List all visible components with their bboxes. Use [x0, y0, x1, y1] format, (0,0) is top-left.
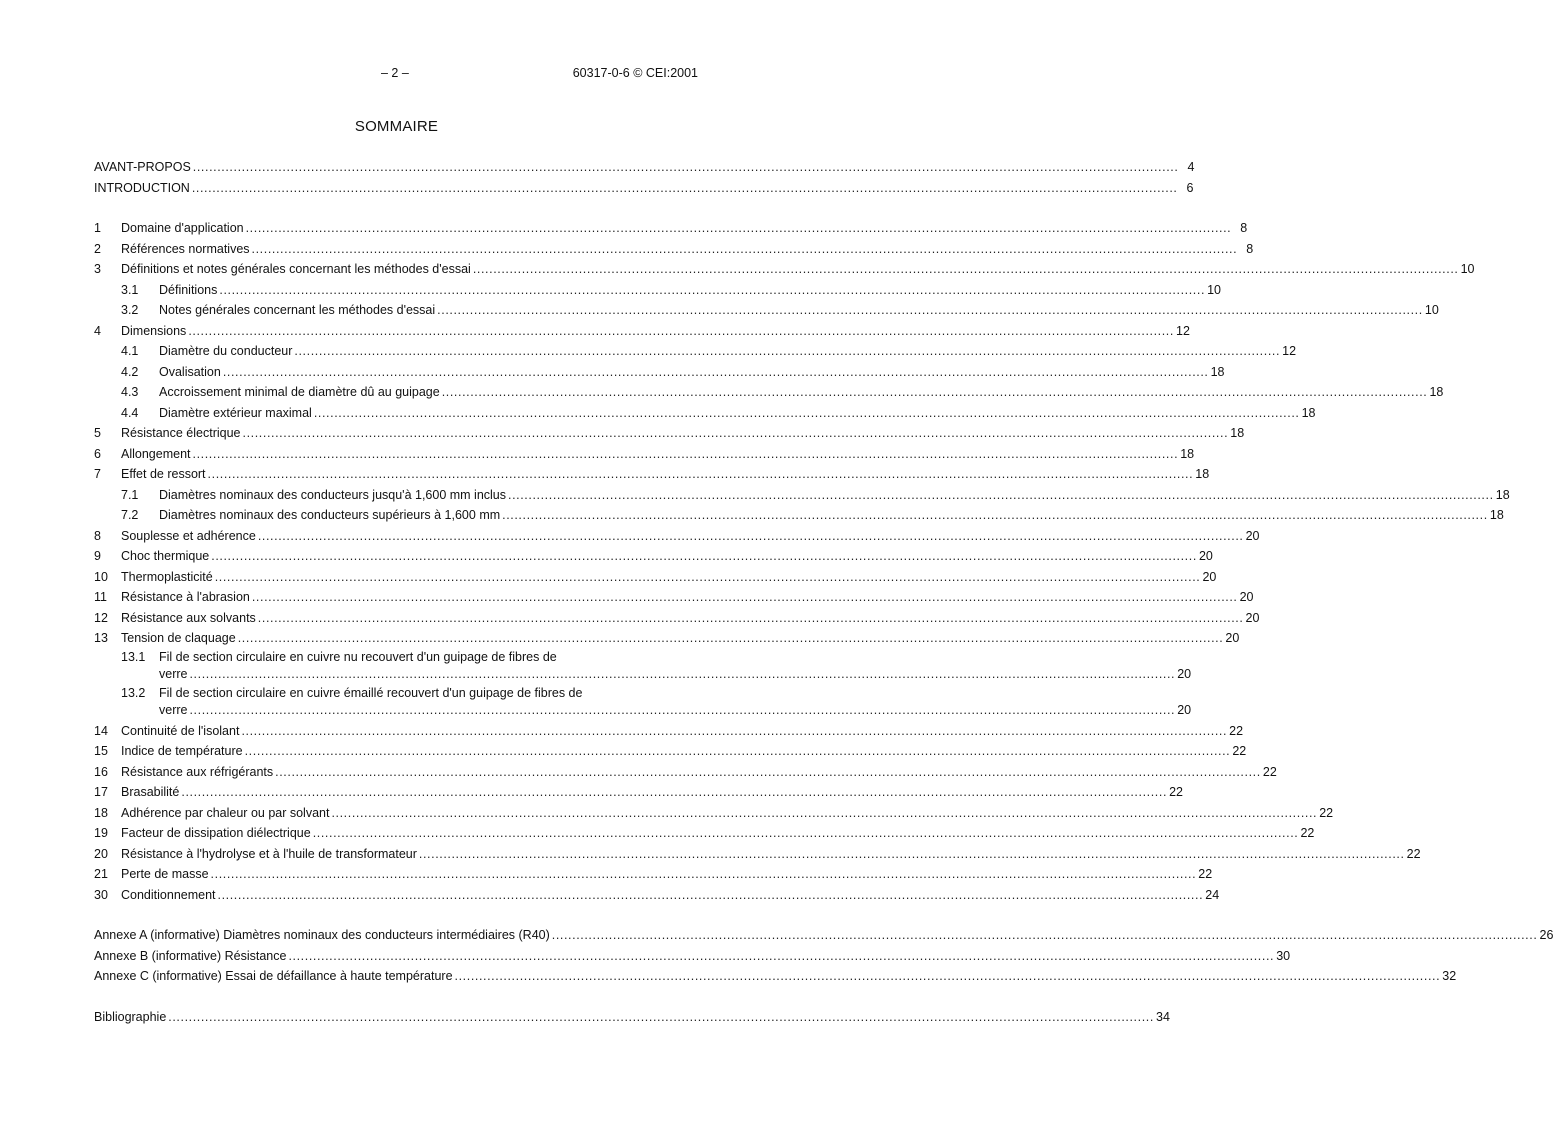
dot-leader [208, 464, 1194, 485]
toc-entry-number: 18 [94, 805, 108, 820]
dot-leader [189, 666, 1175, 683]
toc-entry[interactable] [94, 966, 1457, 987]
toc-entry-page: 8 [1240, 221, 1248, 235]
dot-leader [188, 321, 1174, 342]
toc-title: SOMMAIRE [354, 118, 439, 135]
toc-entry[interactable] [94, 546, 1213, 567]
toc-entry-title: Brasabilité [121, 785, 180, 799]
toc-entry[interactable] [94, 423, 1245, 444]
toc-entry[interactable] [94, 444, 1195, 465]
toc-entry[interactable] [94, 741, 1247, 762]
toc-entry-title: Définitions [159, 282, 218, 297]
dot-leader [223, 362, 1209, 383]
toc-entry-title: Choc thermique [121, 549, 210, 563]
toc-entry[interactable] [94, 685, 1192, 721]
dot-leader [192, 178, 1178, 199]
dot-leader [252, 587, 1238, 608]
toc-entry[interactable] [94, 259, 1475, 280]
dot-leader [313, 823, 1299, 844]
dot-leader [473, 259, 1459, 280]
toc-entry-page: 32 [1442, 969, 1457, 983]
toc-entry-title: AVANT-PROPOS [94, 160, 191, 174]
toc-entry-page: 20 [1177, 666, 1192, 681]
dot-leader [219, 280, 1205, 301]
toc-annexes [94, 925, 1553, 987]
page-number: – 2 – [381, 66, 409, 80]
dot-leader [215, 567, 1201, 588]
dot-leader [245, 741, 1231, 762]
toc-entry-number: 21 [94, 867, 108, 881]
toc-entry-title: Résistance à l'hydrolyse et à l'huile de transformateur [121, 846, 417, 861]
dot-leader [258, 608, 1244, 629]
toc-entry-number: 30 [94, 887, 108, 902]
toc-entry-number: 10 [94, 569, 108, 584]
toc-entry-title-cont: verre [159, 666, 188, 681]
dot-leader [238, 628, 1224, 649]
toc-entry-number: 8 [94, 528, 101, 543]
toc-entry-title: Diamètre extérieur maximal [159, 405, 312, 420]
toc-entry-page: 18 [1489, 508, 1504, 522]
toc-entry-page: 30 [1276, 948, 1291, 963]
toc-entry[interactable] [94, 280, 1222, 301]
toc-entry-page: 18 [1230, 426, 1245, 440]
dot-leader [275, 762, 1261, 783]
toc-entry-page: 34 [1156, 1009, 1170, 1024]
toc-entry-number: 13.2 [121, 685, 146, 700]
toc-back-matter [94, 1007, 1170, 1028]
toc-entry-page: 12 [1282, 344, 1297, 358]
toc-entry-number: 9 [94, 549, 101, 563]
toc-entry-number: 11 [94, 590, 107, 604]
toc-entry-page: 20 [1177, 702, 1192, 717]
toc-entry-number: 13.1 [121, 649, 146, 664]
toc-entry-title: Résistance aux réfrigérants [121, 764, 274, 779]
toc-entry[interactable] [94, 864, 1213, 885]
toc-entry-page: 22 [1229, 723, 1244, 738]
toc-entry-number: 2 [94, 241, 101, 256]
toc-entry-title: Domaine d'application [121, 221, 244, 235]
toc-entry-title: Annexe B (informative) Résistance [94, 948, 287, 963]
toc-entry-title: Facteur de dissipation diélectrique [121, 826, 311, 840]
dot-leader [193, 444, 1179, 465]
toc-entry[interactable] [94, 505, 1504, 526]
toc-entry-title: Diamètre du conducteur [159, 344, 293, 358]
dot-leader [552, 925, 1538, 946]
toc-entry[interactable] [94, 1007, 1170, 1028]
toc-entry-page: 18 [1495, 487, 1510, 502]
toc-entry-title: Annexe C (informative) Essai de défaillance à haute température [94, 969, 453, 983]
toc-entry[interactable] [94, 403, 1316, 424]
dot-leader [252, 239, 1238, 260]
toc-entry[interactable] [94, 239, 1254, 260]
toc-entry-page: 20 [1225, 631, 1240, 645]
toc-entry[interactable] [94, 485, 1510, 506]
toc-entry-number: 19 [94, 826, 108, 840]
toc-entry[interactable] [94, 178, 1194, 199]
toc-entry-number: 20 [94, 846, 108, 861]
toc-entry-page: 4 [1187, 160, 1195, 174]
toc-entry-number: 5 [94, 426, 101, 440]
toc-entry-title: Définitions et notes générales concernant les méthodes d'essai [121, 262, 471, 276]
toc-entry-page: 24 [1205, 887, 1220, 902]
toc-entry-page: 22 [1319, 805, 1334, 820]
toc-entry[interactable] [94, 567, 1217, 588]
dot-leader [211, 864, 1197, 885]
dot-leader [455, 966, 1441, 987]
toc-entry[interactable] [94, 803, 1334, 824]
toc-entry-title: Bibliographie [94, 1009, 167, 1024]
toc-entry[interactable] [94, 218, 1248, 239]
toc-entry[interactable] [94, 157, 1195, 178]
toc-entry[interactable] [94, 321, 1190, 342]
toc-entry-title: Résistance aux solvants [121, 610, 256, 625]
toc-entry-title: Notes générales concernant les méthodes d'essai [159, 303, 436, 317]
toc-entry[interactable] [94, 526, 1260, 547]
toc-entry-page: 22 [1406, 846, 1421, 861]
dot-leader [189, 702, 1175, 719]
toc-entry-page: 22 [1232, 744, 1247, 758]
toc-entry-number: 7.1 [121, 487, 139, 502]
toc-entry-number: 4.1 [121, 344, 139, 358]
toc-entry[interactable] [94, 382, 1444, 403]
toc-entry-title: Tension de claquage [121, 631, 236, 645]
toc-entry-number: 12 [94, 610, 108, 625]
toc-entry-title-cont: verre [159, 702, 188, 717]
toc-entry-number: 6 [94, 446, 101, 461]
toc-front-matter [94, 157, 1195, 198]
toc-entry-page: 10 [1424, 303, 1439, 317]
toc-entry-page: 18 [1180, 446, 1195, 461]
dot-leader [419, 844, 1405, 865]
toc-entry-number: 7.2 [121, 508, 139, 522]
toc-entry[interactable] [94, 844, 1421, 865]
toc-entry-title: Résistance électrique [121, 426, 241, 440]
toc-entry-title: Ovalisation [159, 364, 221, 379]
dot-leader [294, 341, 1280, 362]
toc-entry[interactable] [94, 300, 1439, 321]
dot-leader [241, 721, 1227, 742]
toc-entry[interactable] [94, 464, 1210, 485]
dot-leader [437, 300, 1423, 321]
toc-entry-page: 18 [1429, 385, 1444, 399]
toc-entry-page: 20 [1239, 590, 1254, 604]
toc-entry[interactable] [94, 762, 1277, 783]
toc-entry-title: Thermoplasticité [121, 569, 213, 584]
toc-entry[interactable] [94, 608, 1260, 629]
toc-entry-title: Fil de section circulaire en cuivre nu recouvert d'un guipage de fibres de [159, 649, 557, 664]
toc-entry-page: 18 [1195, 467, 1210, 481]
toc-entry-title: Accroissement minimal de diamètre dû au guipage [159, 385, 440, 399]
dot-leader [243, 423, 1229, 444]
toc-entry-page: 22 [1198, 867, 1213, 881]
toc-entry[interactable] [94, 721, 1244, 742]
dot-leader [442, 382, 1428, 403]
toc-entry-number: 4.2 [121, 364, 139, 379]
toc-entry-title: Fil de section circulaire en cuivre émaillé recouvert d'un guipage de fibres de [159, 685, 583, 700]
dot-leader [218, 885, 1204, 906]
toc-entry-number: 3.1 [121, 282, 139, 297]
toc-entry[interactable] [94, 782, 1184, 803]
dot-leader [502, 505, 1488, 526]
toc-entry-page: 18 [1301, 405, 1316, 420]
toc-entry[interactable] [94, 823, 1315, 844]
toc-entry-page: 10 [1460, 262, 1475, 276]
toc-sections [94, 218, 1510, 905]
toc-entry-title: Résistance à l'abrasion [121, 590, 250, 604]
toc-entry-number: 14 [94, 723, 108, 738]
toc-entry-page: 22 [1262, 764, 1277, 779]
toc-entry-title: Allongement [121, 446, 191, 461]
toc-entry-title: Continuité de l'isolant [121, 723, 240, 738]
toc-entry-number: 4.4 [121, 405, 139, 420]
toc-entry-title: Diamètres nominaux des conducteurs jusqu'à 1,600 mm inclus [159, 487, 507, 502]
dot-leader [193, 157, 1179, 178]
document-reference: 60317-0-6 © CEI:2001 [572, 66, 698, 80]
toc-entry[interactable] [94, 649, 1192, 685]
toc-entry-title: Indice de température [121, 744, 243, 758]
toc-entry-number: 3.2 [121, 303, 139, 317]
toc-entry-page: 8 [1246, 241, 1254, 256]
toc-entry-title: Conditionnement [121, 887, 216, 902]
toc-entry-number: 1 [94, 221, 101, 235]
toc-entry-title: Adhérence par chaleur ou par solvant [121, 805, 330, 820]
toc-entry-title: INTRODUCTION [94, 180, 190, 195]
dot-leader [211, 546, 1197, 567]
toc-entry-number: 7 [94, 467, 101, 481]
toc-entry-page: 22 [1169, 785, 1184, 799]
toc-entry-page: 10 [1207, 282, 1222, 297]
table-of-contents [94, 157, 1553, 1027]
toc-entry-page: 20 [1245, 610, 1260, 625]
toc-entry-title: Diamètres nominaux des conducteurs supérieurs à 1,600 mm [159, 508, 501, 522]
dot-leader [331, 803, 1317, 824]
toc-entry-number: 13 [94, 631, 108, 645]
toc-entry-number: 3 [94, 262, 101, 276]
dot-leader [288, 946, 1274, 967]
toc-entry-number: 15 [94, 744, 108, 758]
toc-entry-page: 26 [1539, 928, 1553, 942]
toc-entry-page: 18 [1210, 364, 1225, 379]
toc-entry-number: 17 [94, 785, 108, 799]
dot-leader [181, 782, 1167, 803]
toc-entry[interactable] [94, 885, 1220, 906]
toc-entry-title: Annexe A (informative) Diamètres nominaux des conducteurs intermédiaires (R40) [94, 928, 550, 942]
toc-entry-page: 20 [1198, 549, 1213, 563]
toc-entry[interactable] [94, 341, 1297, 362]
toc-entry-title: Perte de masse [121, 867, 209, 881]
dot-leader [508, 485, 1494, 506]
toc-entry-page: 20 [1245, 528, 1260, 543]
toc-entry[interactable] [94, 628, 1240, 649]
toc-entry-number: 16 [94, 764, 108, 779]
toc-entry-title: Souplesse et adhérence [121, 528, 256, 543]
dot-leader [258, 526, 1244, 547]
toc-entry-page: 12 [1176, 323, 1190, 338]
toc-entry-page: 20 [1202, 569, 1217, 584]
dot-leader [168, 1007, 1154, 1028]
toc-entry-title: Références normatives [121, 241, 250, 256]
toc-entry-number: 4 [94, 323, 101, 338]
toc-entry[interactable] [94, 362, 1225, 383]
toc-entry-title: Dimensions [121, 323, 187, 338]
toc-entry[interactable] [94, 946, 1291, 967]
dot-leader [314, 403, 1300, 424]
toc-entry-title: Effet de ressort [121, 467, 206, 481]
toc-entry-page: 6 [1186, 180, 1194, 195]
dot-leader [246, 218, 1232, 239]
toc-entry-page: 22 [1300, 826, 1315, 840]
toc-entry[interactable] [94, 925, 1553, 946]
toc-entry-number: 4.3 [121, 385, 139, 399]
toc-entry[interactable] [94, 587, 1254, 608]
